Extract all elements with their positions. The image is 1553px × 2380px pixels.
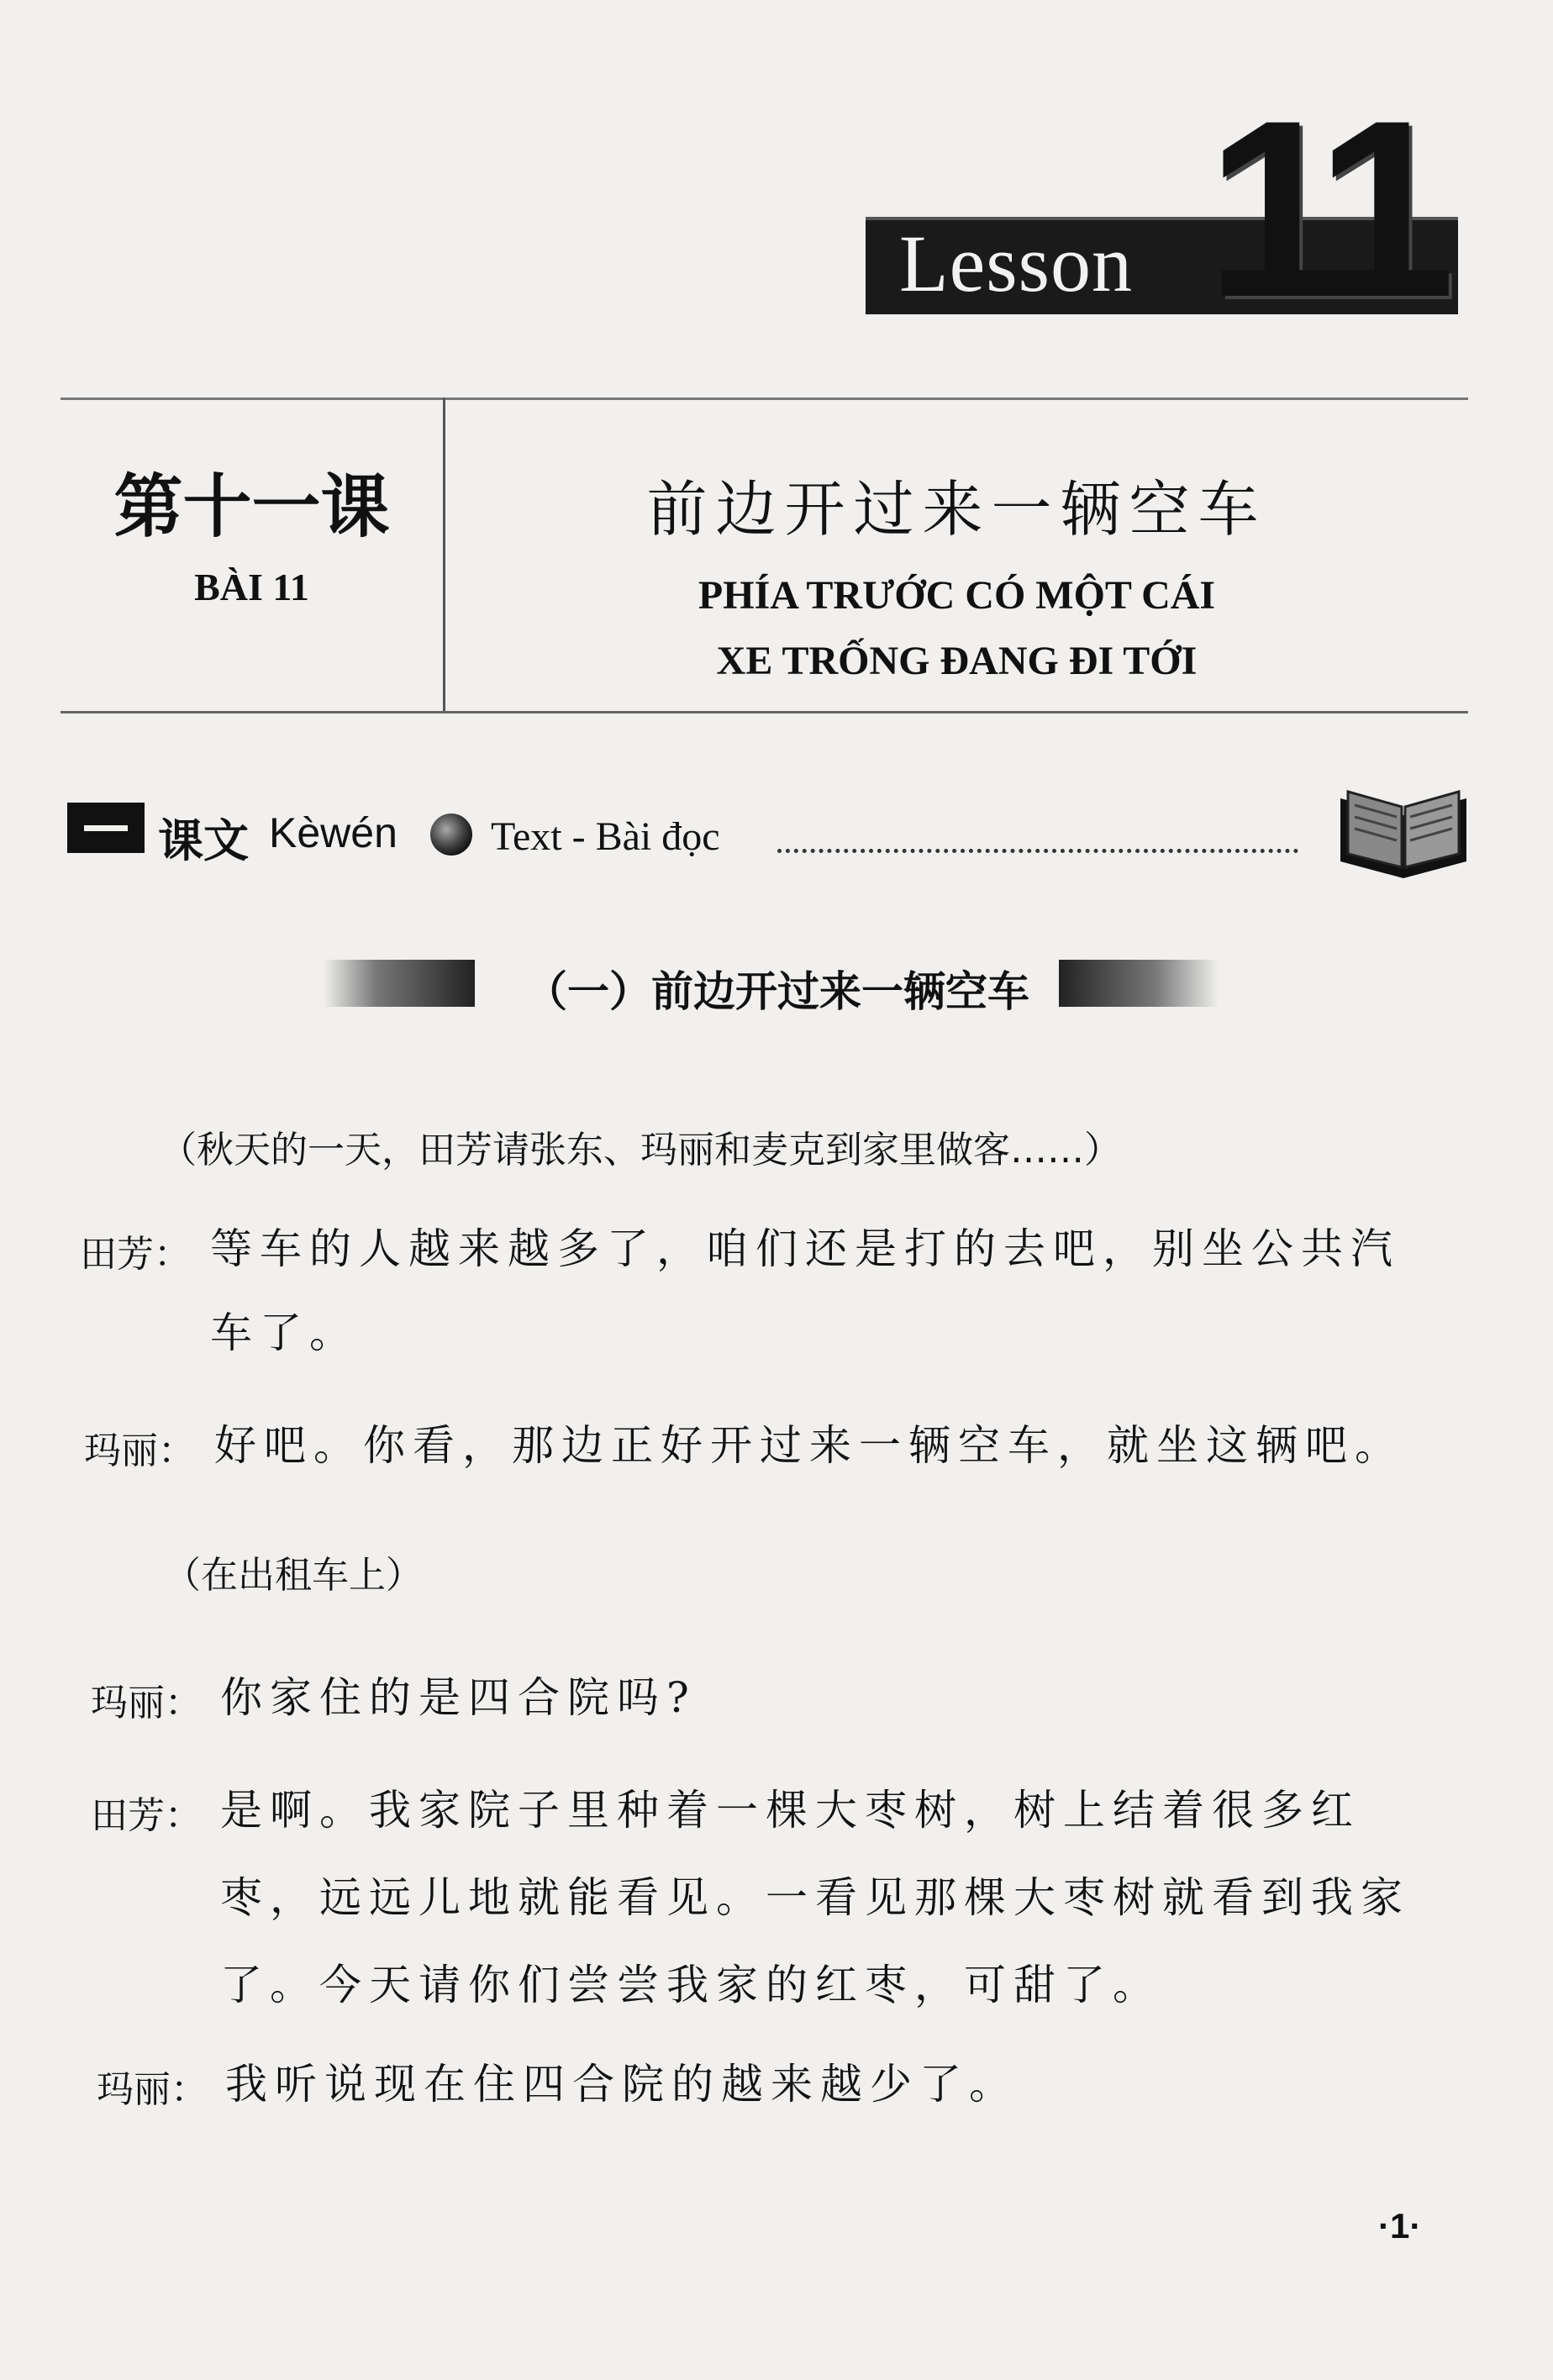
dialogue-line: 枣，远远儿地就能看见。一看见那棵大枣树就看到我家 (220, 1873, 1410, 1922)
speaker-label: 田芳： (80, 1233, 191, 1276)
dialogue-line: 好吧。你看，那边正好开过来一辆空车，就坐这辆吧。 (214, 1421, 1404, 1470)
section-title-text: Text - Bài đọc (491, 814, 720, 859)
lesson-word: Lesson (899, 219, 1133, 308)
dialogue-line: 我听说现在住四合院的越来越少了。 (225, 2060, 1019, 2109)
lesson-number: 11 (1206, 67, 1440, 350)
lesson-title-vi: BÀI 11 (194, 566, 309, 608)
section-title-cn: 课文 (158, 814, 249, 867)
subheading-bar-right (1059, 960, 1219, 1007)
lesson-subject-vi-line2: XE TRỐNG ĐANG ĐI TỚI (716, 639, 1198, 683)
speaker-label: 田芳： (91, 1794, 202, 1837)
speaker-label: 玛丽： (97, 2068, 208, 2111)
lesson-subject-vi (445, 563, 1468, 694)
dialogue-line: 等车的人越来越多了，咱们还是打的去吧，别坐公共汽 (210, 1224, 1400, 1273)
dialogue-line: 是啊。我家院子里种着一棵大枣树，树上结着很多红 (220, 1786, 1361, 1835)
title-bottom-rule (61, 711, 1468, 713)
section-title-pinyin: Kèwén (269, 809, 397, 856)
lesson-subject-vi-line1: PHÍA TRƯỚC CÓ MỘT CÁI (698, 573, 1216, 618)
section-number-mark (84, 825, 128, 831)
dialogue-line: 了。今天请你们尝尝我家的红枣，可甜了。 (220, 1961, 1162, 2009)
dialogue-title: （一）前边开过来一辆空车 (525, 967, 1029, 1016)
speaker-label: 玛丽： (91, 1682, 202, 1724)
stage-direction: （秋天的一天，田芳请张东、玛丽和麦克到家里做客……） (160, 1129, 1121, 1172)
subheading-bar-left (324, 960, 475, 1007)
page-number: ·1· (1378, 2206, 1422, 2246)
dialogue-line: 你家住的是四合院吗? (220, 1673, 697, 1722)
dotted-leader (777, 815, 1298, 853)
speaker-label: 玛丽： (84, 1430, 195, 1472)
title-top-rule (61, 398, 1468, 400)
dialogue-line: 车了。 (210, 1308, 359, 1357)
lesson-title-cn: 第十一课 (113, 466, 390, 547)
open-book-icon (1336, 773, 1471, 882)
lesson-subject-cn: 前边开过来一辆空车 (646, 474, 1267, 545)
stage-direction: （在出租车上） (164, 1554, 423, 1597)
bullet-icon (430, 814, 472, 856)
